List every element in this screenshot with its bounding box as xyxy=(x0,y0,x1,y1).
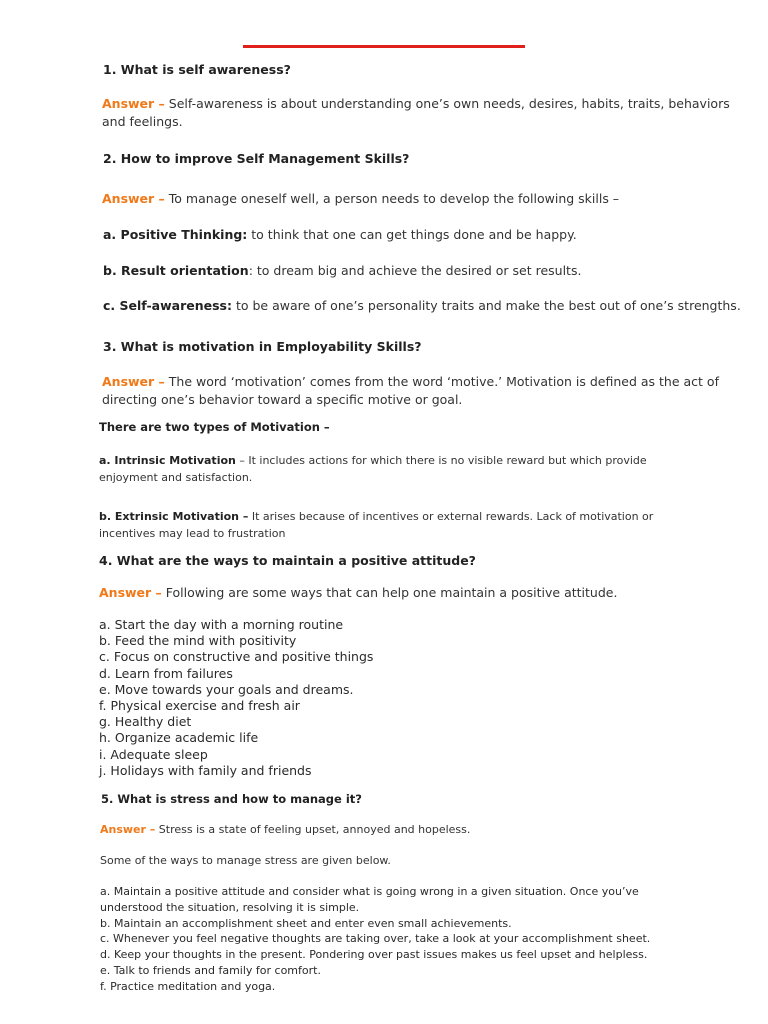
skill-self-awareness xyxy=(103,297,741,315)
list-item: i. Adequate sleep xyxy=(99,746,208,762)
list-item: d. Keep your thoughts in the present. Pondering over past issues makes us feel upset and helpless. xyxy=(100,948,648,962)
skill-text: : to dream big and achieve the desired or set results. xyxy=(248,263,582,278)
list-item: a. Start the day with a morning routine xyxy=(99,617,344,632)
stress-management-list xyxy=(100,884,650,995)
answer-label: Answer – xyxy=(99,585,162,600)
answer-2 xyxy=(102,190,619,208)
answer-3 xyxy=(102,373,719,409)
list-item: e. Talk to friends and family for comfort. xyxy=(100,963,321,977)
intrinsic-line-1: – It includes actions for which there is no visible reward but which provide xyxy=(235,454,647,467)
answer-1 xyxy=(102,95,730,131)
skill-positive-thinking xyxy=(103,226,577,244)
answer-3-line-1: The word ‘motivation’ comes from the word ‘motive.’ Motivation is defined as the act of xyxy=(164,374,719,389)
answer-3-line-2: directing one’s behavior toward a specific motive or goal. xyxy=(102,392,463,407)
answer-label: Answer – xyxy=(100,823,156,836)
question-3: 3. What is motivation in Employability Skills? xyxy=(103,339,422,354)
skill-text: to think that one can get things done and be happy. xyxy=(247,227,577,242)
list-item: g. Healthy diet xyxy=(99,714,192,730)
positive-attitude-list xyxy=(99,617,373,779)
question-5: 5. What is stress and how to manage it? xyxy=(101,792,362,806)
header-rule xyxy=(243,45,525,48)
stress-intro: Some of the ways to manage stress are given below. xyxy=(100,854,391,867)
list-item: c. Focus on constructive and positive things xyxy=(99,649,374,665)
skill-label: c. Self-awareness: xyxy=(103,298,232,313)
list-item: d. Learn from failures xyxy=(99,665,233,681)
question-2: 2. How to improve Self Management Skills? xyxy=(103,151,410,166)
list-item: b. Feed the mind with positivity xyxy=(99,633,297,649)
skill-label: b. Result orientation xyxy=(103,263,249,278)
question-1: 1. What is self awareness? xyxy=(103,62,291,77)
list-item: e. Move towards your goals and dreams. xyxy=(99,681,354,697)
extrinsic-line-1: It arises because of incentives or external rewards. Lack of motivation or xyxy=(248,510,654,523)
answer-4 xyxy=(99,584,617,602)
intrinsic-label: a. Intrinsic Motivation xyxy=(99,454,236,467)
answer-1-line-2: and feelings. xyxy=(102,114,183,129)
skill-result-orientation xyxy=(103,262,581,280)
list-item: j. Holidays with family and friends xyxy=(99,762,312,778)
extrinsic-label: b. Extrinsic Motivation – xyxy=(99,510,249,523)
answer-5 xyxy=(100,821,470,838)
list-item: h. Organize academic life xyxy=(99,730,259,746)
intrinsic-motivation xyxy=(99,452,647,486)
motivation-types-heading: There are two types of Motivation – xyxy=(99,420,330,434)
extrinsic-line-2: incentives may lead to frustration xyxy=(99,527,286,540)
answer-label: Answer – xyxy=(102,96,165,111)
answer-1-line-1: Self-awareness is about understanding one’s own needs, desires, habits, traits, behaviors xyxy=(164,96,730,111)
skill-text: to be aware of one’s personality traits and make the best out of one’s strengths. xyxy=(232,298,741,313)
list-item: f. Practice meditation and yoga. xyxy=(100,979,276,993)
list-item: a. Maintain a positive attitude and consider what is going wrong in a given situation. Once you’ve xyxy=(100,885,639,898)
answer-label: Answer – xyxy=(102,191,165,206)
answer-label: Answer – xyxy=(102,374,165,389)
skill-label: a. Positive Thinking: xyxy=(103,227,248,242)
list-item: understood the situation, resolving it is simple. xyxy=(100,900,360,914)
list-item: c. Whenever you feel negative thoughts are taking over, take a look at your accomplishment sheet. xyxy=(100,932,651,946)
answer-5-text: Stress is a state of feeling upset, annoyed and hopeless. xyxy=(155,823,471,836)
list-item: f. Physical exercise and fresh air xyxy=(99,698,300,714)
extrinsic-motivation xyxy=(99,508,653,542)
answer-4-text: Following are some ways that can help one maintain a positive attitude. xyxy=(161,585,618,600)
answer-2-text: To manage oneself well, a person needs to develop the following skills – xyxy=(164,191,620,206)
list-item: b. Maintain an accomplishment sheet and enter even small achievements. xyxy=(100,916,512,930)
intrinsic-line-2: enjoyment and satisfaction. xyxy=(99,471,253,484)
question-4: 4. What are the ways to maintain a positive attitude? xyxy=(99,553,476,568)
